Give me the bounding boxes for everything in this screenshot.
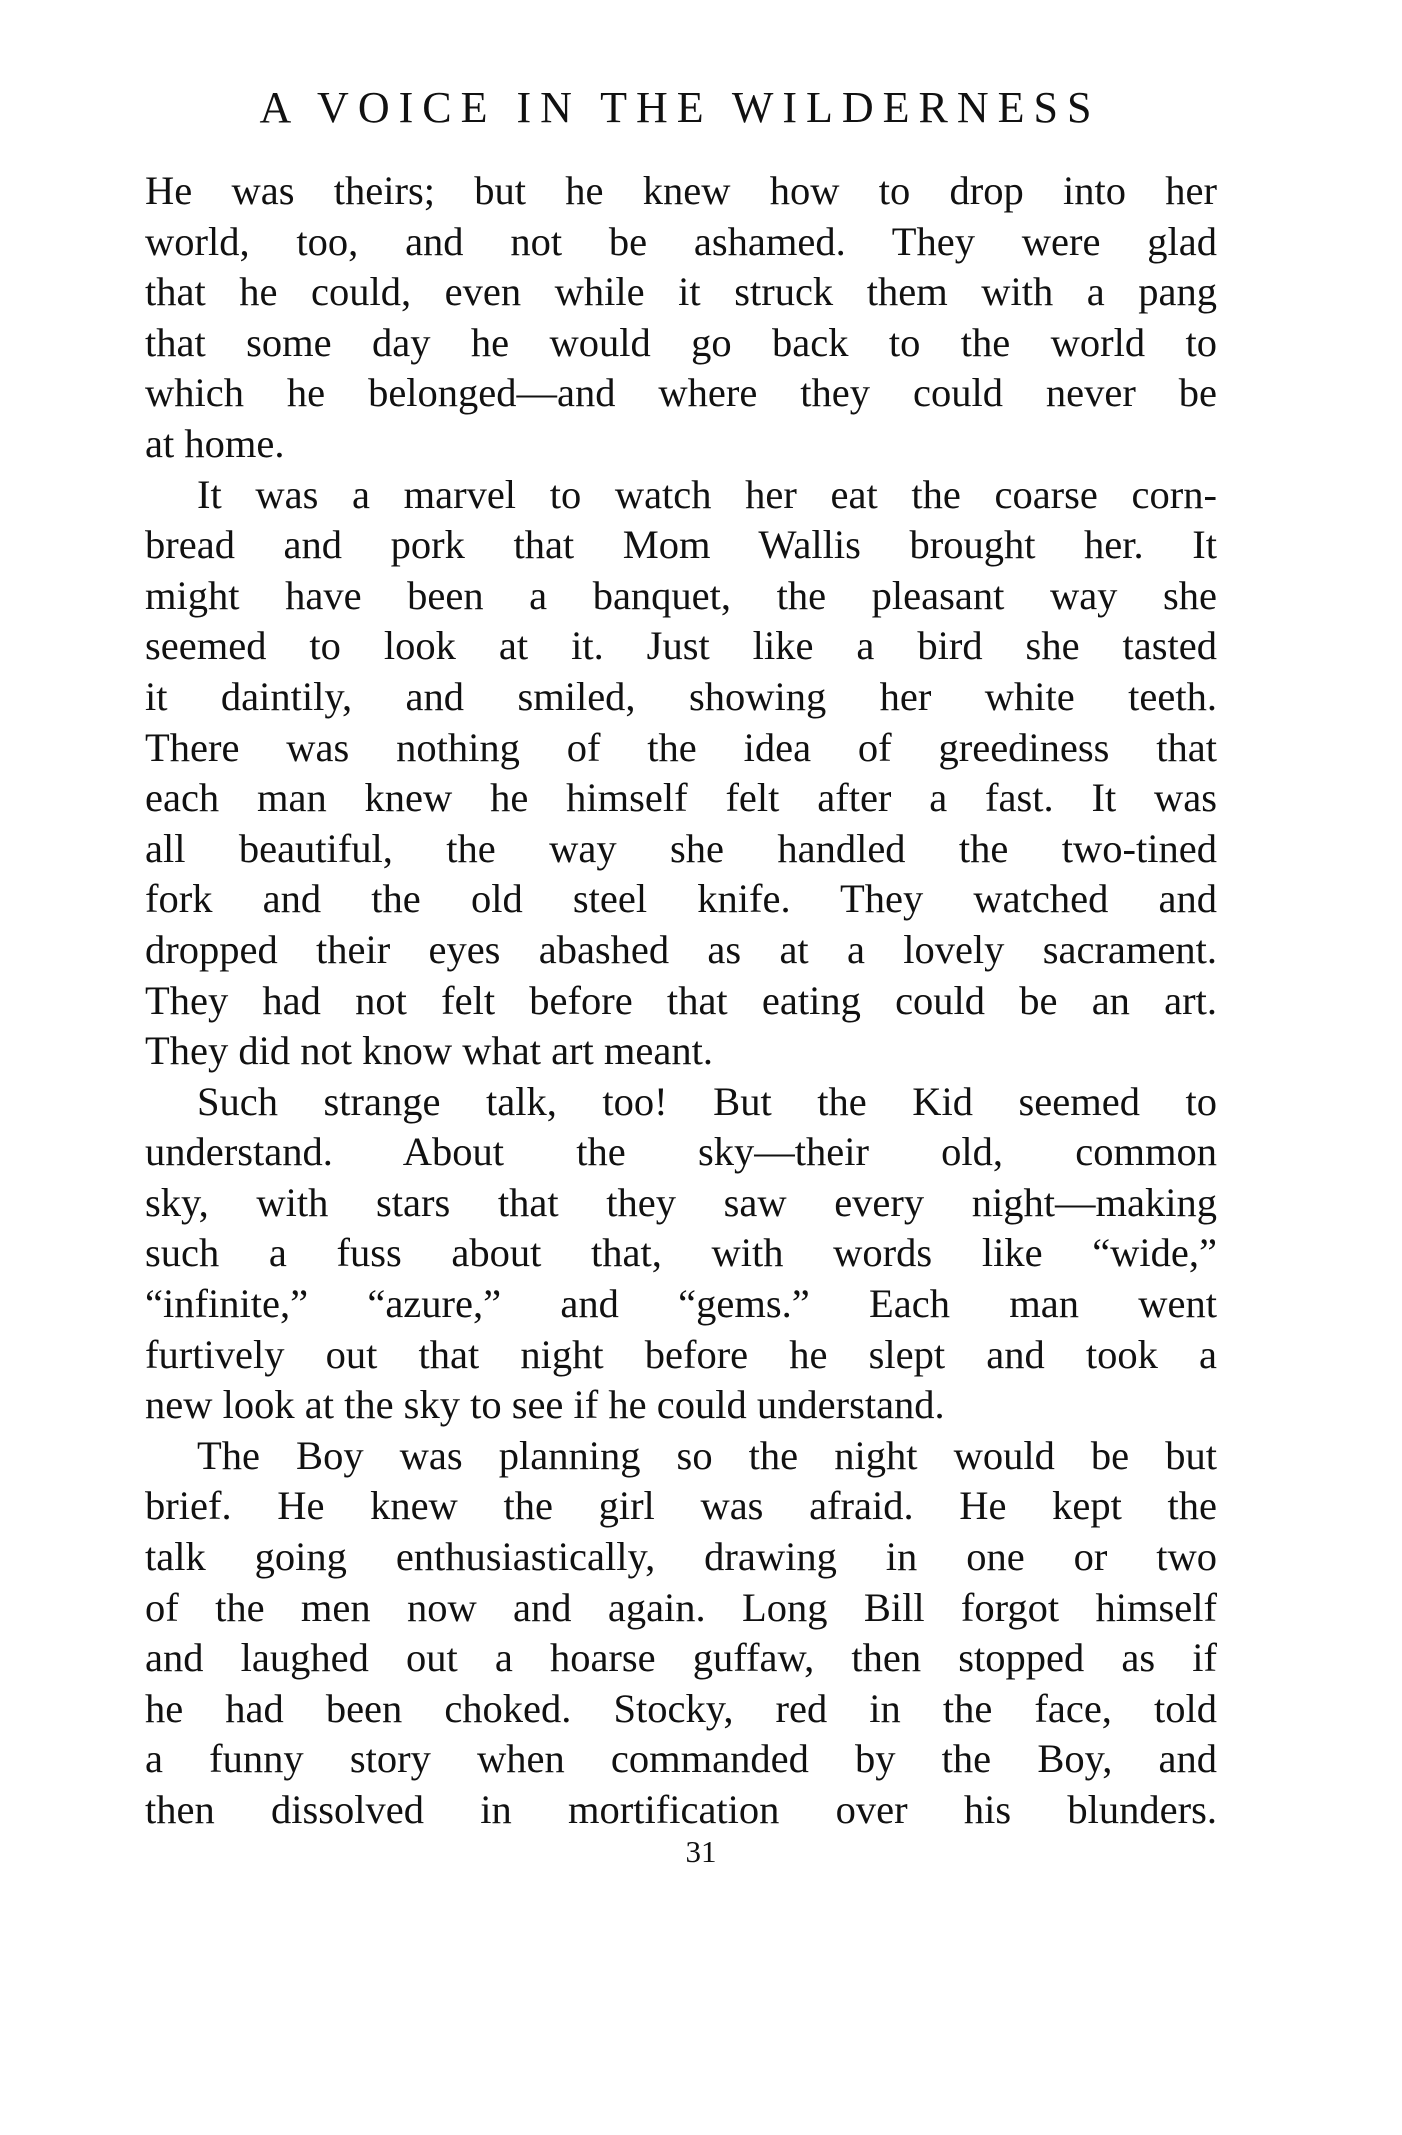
- text-line: he had been choked. Stocky, red in the face, told: [145, 1685, 1217, 1731]
- paragraph-2: [145, 470, 1217, 1077]
- text-line: It was a marvel to watch her eat the coarse corn-: [197, 471, 1217, 517]
- body-text: [145, 166, 1217, 1836]
- running-head: A VOICE IN THE WILDERNESS: [259, 83, 1101, 132]
- text-line: seemed to look at it. Just like a bird she tasted: [145, 623, 1217, 669]
- text-line: “infinite,” “azure,” and “gems.” Each man went: [145, 1281, 1217, 1327]
- text-line: each man knew he himself felt after a fast. It was: [145, 775, 1217, 821]
- text-line: They did not know what art meant.: [145, 1028, 713, 1074]
- text-line: all beautiful, the way she handled the two-tined: [145, 825, 1217, 871]
- text-line: sky, with stars that they saw every night—making: [145, 1179, 1217, 1225]
- text-line: of the men now and again. Long Bill forgot himself: [145, 1584, 1217, 1630]
- text-line: understand. About the sky—their old, common: [145, 1129, 1217, 1175]
- text-line: The Boy was planning so the night would be but: [197, 1432, 1217, 1478]
- text-line: which he belonged—and where they could never be: [145, 370, 1217, 416]
- text-line: then dissolved in mortification over his blunders.: [145, 1787, 1217, 1832]
- text-line: that he could, even while it struck them with a pang: [145, 269, 1217, 315]
- text-line: He was theirs; but he knew how to drop into her: [145, 168, 1217, 213]
- text-line: and laughed out a hoarse guffaw, then stopped as if: [145, 1635, 1217, 1681]
- page-number: 31: [685, 1834, 717, 1869]
- text-line: such a fuss about that, with words like “wide,”: [145, 1230, 1217, 1276]
- text-line: it daintily, and smiled, showing her white teeth.: [145, 673, 1217, 719]
- text-line: at home.: [145, 420, 285, 466]
- text-line: brief. He knew the girl was afraid. He kept the: [145, 1483, 1217, 1529]
- paragraph-4: [145, 1431, 1217, 1836]
- text-line: bread and pork that Mom Wallis brought her. It: [145, 522, 1217, 568]
- text-line: talk going enthusiastically, drawing in one or two: [145, 1534, 1217, 1580]
- text-line: furtively out that night before he slept and took a: [145, 1331, 1217, 1377]
- text-line: that some day he would go back to the world to: [145, 319, 1217, 365]
- paragraph-3: [145, 1077, 1217, 1431]
- text-line: They had not felt before that eating could be an art.: [145, 977, 1217, 1023]
- text-line: new look at the sky to see if he could understand.: [145, 1382, 945, 1428]
- text-line: There was nothing of the idea of greediness that: [145, 724, 1217, 770]
- text-line: might have been a banquet, the pleasant way she: [145, 572, 1217, 618]
- paragraph-1: [145, 166, 1217, 470]
- text-line: a funny story when commanded by the Boy, and: [145, 1736, 1217, 1782]
- text-line: fork and the old steel knife. They watched and: [145, 876, 1217, 922]
- text-line: dropped their eyes abashed as at a lovely sacrament.: [145, 926, 1217, 972]
- text-line: world, too, and not be ashamed. They were glad: [145, 218, 1217, 264]
- text-line: Such strange talk, too! But the Kid seemed to: [197, 1078, 1217, 1124]
